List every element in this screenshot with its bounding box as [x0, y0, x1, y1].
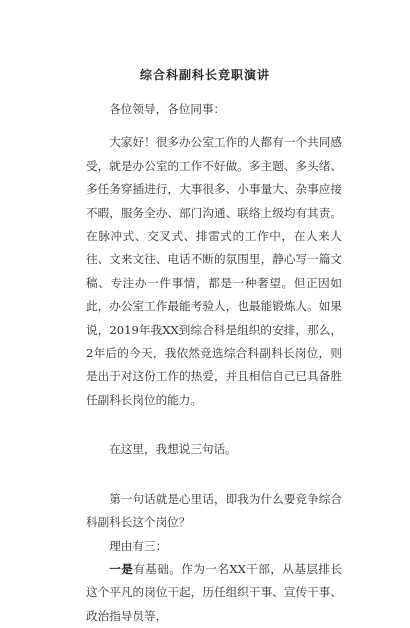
reason-one-lead: 一是: [109, 561, 134, 576]
salutation: 各位领导，各位同事：: [109, 102, 226, 116]
reason-one-paragraph: [86, 558, 342, 628]
opening-paragraph: 大家好！很多办公室工作的人都有一个共同感受，就是办公室的工作不好做。多主题、多头绪、多任务穿插进行，大事很多、小事量大、杂事应接不暇，服务全办、部门沟通、联络上级均有其责。在脉冲式、交叉式、排雷式的工作中，在人来人往、文来文往、电话不断的氛围里，静心写一篇文稿、专注办一件事情，都是一种奢望。但正因如此，办公室工作最能考验人，也最能锻炼人。如果说，2019年我XX到综合科是组织的安排，那么，2年后的今天，我依然竞选综合科副科长岗位，则是出于对这份工作的热爱，并且相信自己已具备胜任副科长岗位的能力。: [86, 135, 342, 407]
reasons-intro: 理由有三：: [109, 538, 168, 553]
three-points-intro: 在这里，我想说三句话。: [109, 442, 237, 457]
document-title: 综合科副科长竞职演讲: [139, 68, 270, 82]
first-point-paragraph: 第一句话就是心里话，即我为什么要竞争综合科副科长这个岗位？: [86, 491, 342, 530]
document-body: [86, 98, 342, 628]
reason-one-text: 有基础。作为一名XX干部，从基层排长这个平凡的岗位干起，历任组织干事、宣传干事、政治指导员等，: [86, 561, 342, 623]
